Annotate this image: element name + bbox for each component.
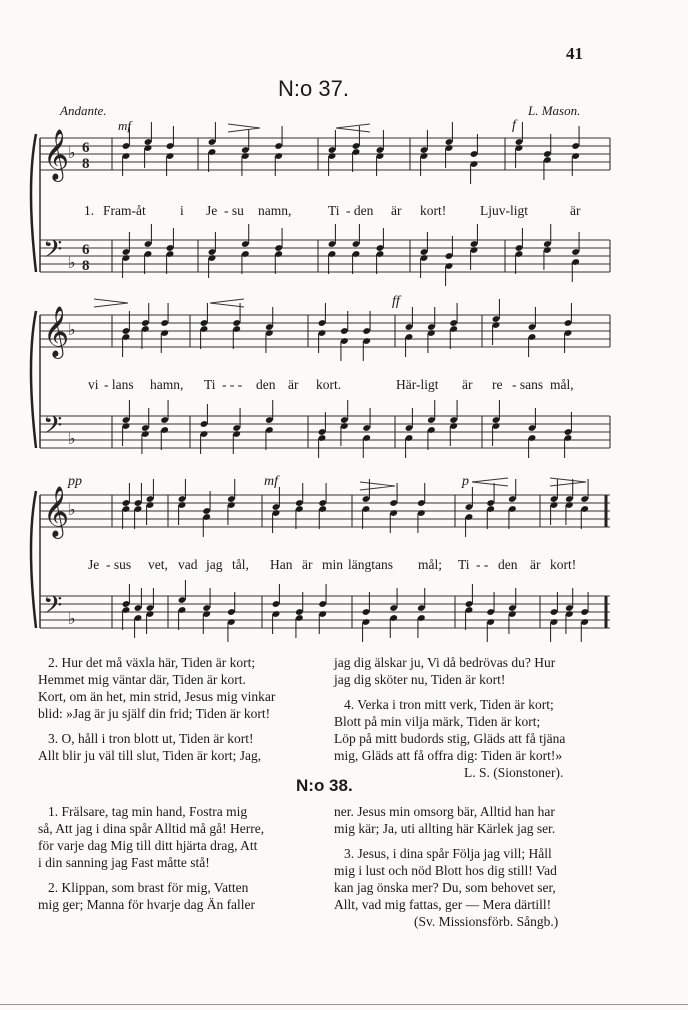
lyric-syllable: är: [302, 557, 313, 572]
verses-left-column: [38, 654, 320, 764]
verse-line: Allt, vad mig fattas, ger — Mera därtill!: [334, 897, 552, 912]
flat-sign: ♭: [68, 253, 76, 272]
verse-line: ner. Jesus min omsorg bär, Alltid han har: [334, 804, 555, 819]
time-signature: 8: [82, 258, 90, 274]
verses-left-column: [38, 803, 320, 913]
flat-sign: ♭: [68, 320, 76, 339]
system-brace: [31, 491, 36, 628]
page-edge-rule: [0, 1004, 688, 1005]
dynamic-marking: f: [512, 118, 516, 133]
time-signature: 6: [82, 140, 90, 156]
verse-line: 4. Verka i tron mitt verk, Tiden är kort;: [344, 697, 554, 712]
verse-line: Löp på mitt budords stig, Gläds att få tjäna: [334, 731, 566, 746]
attribution: (Sv. Missionsförb. Sångb.): [414, 914, 559, 929]
verse-line: mig kär; Ja, uti allting här Kärlek jag ser.: [334, 821, 556, 836]
dynamic-marking: mf: [118, 118, 131, 133]
hairpin: [94, 299, 128, 307]
hairpin: [550, 478, 586, 486]
page-number: 41: [566, 44, 583, 63]
lyric-syllable: den: [256, 377, 276, 392]
lyric-syllable: Ti: [204, 377, 216, 392]
system-brace: [31, 134, 36, 272]
lyric-syllable: - -: [476, 557, 489, 572]
verse-line: 2. Klippan, som brast för mig, Vatten: [48, 880, 249, 895]
verse-line: 3. O, håll i tron blott ut, Tiden är kort!: [48, 731, 254, 746]
verse-line: kan jag önska mer? Du, som behovet ser,: [334, 880, 556, 895]
bass-clef: 𝄢: [43, 411, 63, 446]
system-brace: [31, 311, 36, 448]
treble-clef: 𝄞: [43, 486, 70, 537]
lyric-syllable: - - -: [222, 377, 243, 392]
lyric-syllable: - su: [224, 203, 244, 218]
flat-sign: ♭: [68, 500, 76, 519]
verse-line: 3. Jesus, i dina spår Följa jag vill; Håll: [344, 846, 552, 861]
hairpin: [360, 482, 395, 490]
lyric-syllable: vad: [178, 557, 198, 572]
flat-sign: ♭: [68, 429, 76, 448]
verse-line: Hemmet mig väntar där, Tiden är kort.: [38, 672, 246, 687]
lyric-syllable: Je: [88, 557, 100, 572]
verse-line: Allt blir ju väl till slut, Tiden är kort; Jag,: [38, 748, 262, 763]
lyric-syllable: Ti: [328, 203, 340, 218]
verses-right-column: [334, 803, 624, 930]
hairpin: [210, 299, 244, 307]
verse-line: för varje dag Mig till ditt hjärta drag, Att: [38, 838, 258, 853]
verse-line: Kort, om än het, min strid, Jesus mig vinkar: [38, 689, 276, 704]
verse-line: jag dig älskar ju, Vi då bedrövas du? Hur: [334, 655, 556, 670]
lyric-syllable: är: [462, 377, 473, 392]
hymn-title: N:o 38.: [296, 776, 353, 795]
lyric-syllable: längtans: [348, 557, 393, 572]
verse-line: jag dig sköter nu, Tiden är kort!: [334, 672, 506, 687]
hairpin: [336, 124, 370, 132]
lyric-syllable: hamn,: [150, 377, 184, 392]
attribution: L. S. (Sionstoner).: [464, 765, 564, 780]
dynamic-marking: p: [462, 474, 469, 489]
lyric-syllable: Ti: [458, 557, 470, 572]
lyric-syllable: kort!: [550, 557, 577, 572]
verse-line: så, Att jag i dina spår Alltid må gå! Herre,: [38, 821, 265, 836]
flat-sign: ♭: [68, 609, 76, 628]
hymn-title: N:o 37.: [278, 76, 349, 101]
time-signature: 6: [82, 242, 90, 258]
lyric-syllable: jag: [206, 557, 223, 572]
lyric-syllable: är: [530, 557, 541, 572]
lyric-syllable: i: [180, 203, 184, 218]
verse-line: mig ger; Manna för hvarje dag Än faller: [38, 897, 256, 912]
lyric-syllable: Han: [270, 557, 293, 572]
lyric-syllable: - den: [346, 203, 374, 218]
time-signature: 8: [82, 156, 90, 172]
lyric-syllable: Fram-åt: [103, 203, 146, 218]
lyric-syllable: är: [391, 203, 402, 218]
lyric-syllable: tål,: [232, 557, 249, 572]
composer: L. Mason.: [528, 103, 581, 118]
hairpin: [228, 124, 260, 132]
lyric-syllable: re: [492, 377, 503, 392]
lyric-syllable: mål;: [418, 557, 442, 572]
dynamic-marking: mf: [264, 474, 278, 489]
treble-clef: 𝄞: [43, 129, 70, 180]
lyric-syllable: kort.: [316, 377, 342, 392]
lyric-syllable: - sus: [106, 557, 132, 572]
bass-clef: 𝄢: [43, 235, 63, 270]
lyric-syllable: är: [570, 203, 581, 218]
verse-line: mig, Gläds att få offra dig: Tiden är kort!»: [334, 748, 563, 763]
lyric-syllable: mål,: [550, 377, 574, 392]
lyric-syllable: - lans: [104, 377, 134, 392]
verses-right-column: [334, 654, 624, 781]
lyric-syllable: vi: [88, 377, 99, 392]
lyric-syllable: vet,: [148, 557, 168, 572]
tempo-marking: Andante.: [60, 103, 107, 118]
dynamic-marking: pp: [68, 474, 82, 489]
lyric-syllable: 1.: [84, 203, 95, 218]
lyric-syllable: - sans: [512, 377, 544, 392]
lyric-syllable: Je: [206, 203, 218, 218]
lyric-syllable: Ljuv-ligt: [480, 203, 528, 218]
dynamic-marking: ff: [392, 294, 400, 309]
verse-line: 2. Hur det må växla här, Tiden är kort;: [48, 655, 256, 670]
bass-clef: 𝄢: [43, 591, 63, 626]
verse-line: blid: »Jag är ju själf din frid; Tiden är kort!: [38, 706, 271, 721]
verse-line: 1. Frälsare, tag min hand, Fostra mig: [48, 804, 248, 819]
verse-line: mig i lust och nöd Blott hos dig still! Vad: [334, 863, 557, 878]
hairpin: [472, 478, 508, 486]
lyric-syllable: namn,: [258, 203, 292, 218]
lyric-syllable: den: [498, 557, 518, 572]
lyric-syllable: min: [322, 557, 344, 572]
lyric-syllable: kort!: [420, 203, 447, 218]
flat-sign: ♭: [68, 143, 76, 162]
verse-line: i din sanning jag Fast måtte stå!: [38, 855, 210, 870]
treble-clef: 𝄞: [43, 306, 70, 357]
lyric-syllable: är: [288, 377, 299, 392]
lyric-syllable: Här-ligt: [396, 377, 439, 392]
verse-line: Blott på min vilja märk, Tiden är kort;: [334, 714, 541, 729]
